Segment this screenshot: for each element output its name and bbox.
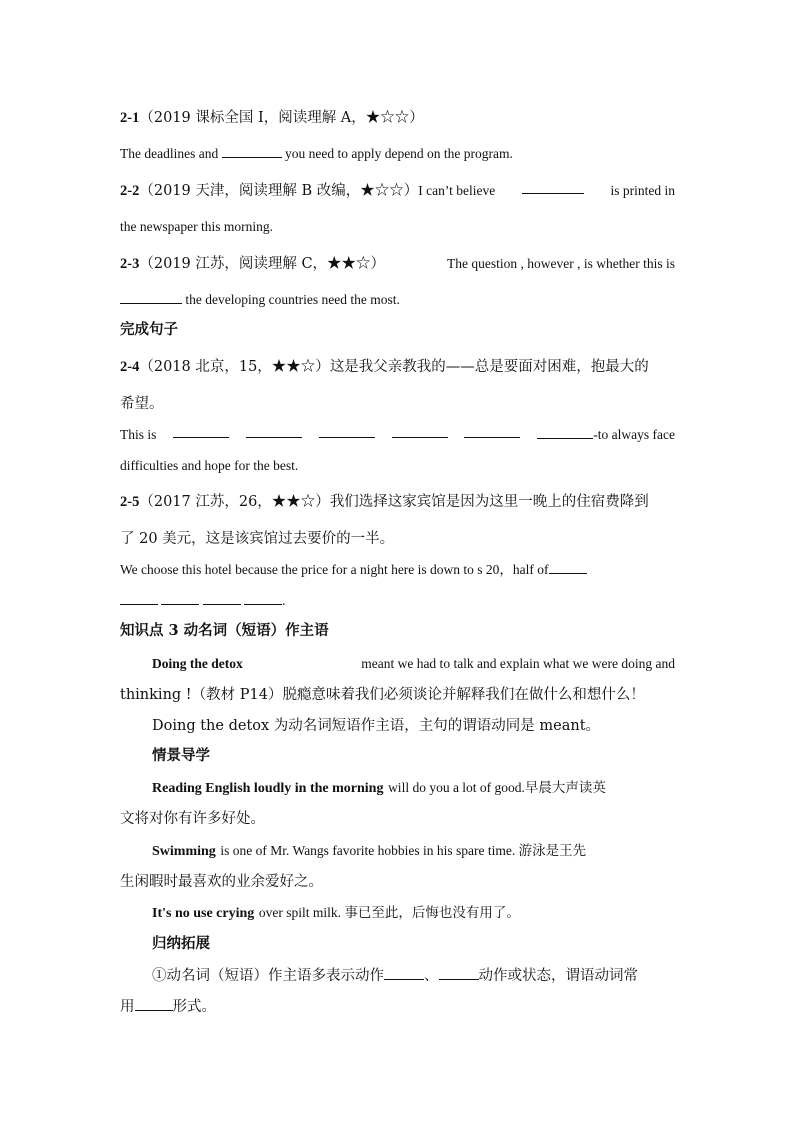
rule-text: 形式。 xyxy=(172,999,216,1015)
question-source: （2017 江苏，26，★★☆） xyxy=(139,494,330,510)
scene-example-2-cont: 生闲暇时最喜欢的业余爱好之。 xyxy=(120,874,323,890)
answer-blank[interactable] xyxy=(120,290,182,304)
answer-blank[interactable] xyxy=(173,424,229,438)
question-source: （2019 天津，阅读理解 B 改编，★☆☆） xyxy=(139,183,419,199)
sentence-text: I can’t believe xyxy=(418,183,496,198)
rule-text: 动作或状态，谓语动词常 xyxy=(478,968,638,984)
question-number: 2-2 xyxy=(120,183,140,199)
example-text: is one of Mr. Wangs favorite hobbies in his spare time. 游泳是王先 xyxy=(220,843,587,858)
example-bold: It's no use crying xyxy=(152,906,255,921)
rule-text: ①动名词（短语）作主语多表示动作 xyxy=(152,968,384,984)
answer-blank[interactable] xyxy=(439,966,479,980)
question-2-5-blanks xyxy=(120,590,675,612)
question-number: 2-4 xyxy=(120,359,140,375)
answer-blank[interactable] xyxy=(549,560,587,574)
question-2-5-header xyxy=(120,491,675,513)
answer-blank[interactable] xyxy=(392,424,448,438)
sentence-text: This is xyxy=(120,427,157,442)
answer-blank[interactable] xyxy=(522,180,584,194)
sentence-text: We choose this hotel because the price for a night here is down to s 20，half of xyxy=(120,562,549,577)
question-2-3-line2 xyxy=(120,289,675,311)
question-2-5-english xyxy=(120,559,675,581)
scene-example-3 xyxy=(152,902,707,925)
answer-blank[interactable] xyxy=(319,424,375,438)
question-number: 2-3 xyxy=(120,256,140,272)
chinese-prompt: 这是我父亲教我的——总是要面对困难，抱最大的 xyxy=(329,359,649,375)
answer-blank[interactable] xyxy=(161,591,199,605)
answer-blank[interactable] xyxy=(203,591,241,605)
example-sentence xyxy=(152,653,675,675)
sentence-text: The question , however , is whether this is xyxy=(447,256,675,271)
question-2-1-header xyxy=(120,107,675,129)
section-heading: 完成句子 xyxy=(120,321,178,338)
scene-example-2 xyxy=(152,840,707,863)
example-text: meant we had to talk and explain what we were doing and xyxy=(361,656,675,671)
answer-blank[interactable] xyxy=(120,591,158,605)
sentence-text: is printed in xyxy=(610,183,675,198)
question-source: （2018 北京，15，★★☆） xyxy=(139,359,330,375)
chinese-prompt-cont: 了 20 美元，这是该宾馆过去要价的一半。 xyxy=(120,531,395,547)
question-2-1-sentence xyxy=(120,143,675,165)
scene-example-1-cont: 文将对你有许多好处。 xyxy=(120,811,265,827)
answer-blank[interactable] xyxy=(537,425,593,439)
scene-heading: 情景导学 xyxy=(152,747,210,764)
question-number: 2-5 xyxy=(120,494,140,510)
summary-rule xyxy=(152,965,707,987)
question-2-2-line2: the newspaper this morning. xyxy=(120,219,273,234)
summary-heading: 归纳拓展 xyxy=(152,935,210,952)
summary-rule-cont xyxy=(120,996,675,1018)
question-2-4-english xyxy=(120,424,675,446)
grammar-note: Doing the detox 为动名词短语作主语，主句的谓语动同是 meant。 xyxy=(152,718,601,734)
example-bold: Doing the detox xyxy=(152,656,243,671)
scene-example-1 xyxy=(152,777,707,800)
answer-blank[interactable] xyxy=(384,966,424,980)
chinese-prompt: 我们选择这家宾馆是因为这里一晚上的住宿费降到 xyxy=(329,494,649,510)
knowledge-point-title: 知识点 3 动名词（短语）作主语 xyxy=(120,622,329,639)
question-2-3-header xyxy=(120,253,675,275)
example-text: will do you a lot of good.早晨大声读英 xyxy=(388,780,606,795)
sentence-text: you need to apply depend on the program. xyxy=(284,146,513,161)
question-source: （2019 江苏，阅读理解 C，★★☆） xyxy=(139,256,386,272)
question-2-2-header xyxy=(120,180,675,202)
sentence-text: the developing countries need the most. xyxy=(185,292,400,307)
answer-blank[interactable] xyxy=(222,144,282,158)
example-bold: Reading English loudly in the morning xyxy=(152,781,384,796)
answer-blank[interactable] xyxy=(244,591,282,605)
answer-blank[interactable] xyxy=(135,997,173,1011)
question-number: 2-1 xyxy=(120,110,140,126)
rule-text: 用 xyxy=(120,999,135,1015)
question-2-4-line2: difficulties and hope for the best. xyxy=(120,458,299,473)
example-translation: thinking !（教材 P14）脱瘾意味着我们必须谈论并解释我们在做什么和想什么！ xyxy=(120,687,645,703)
answer-blank[interactable] xyxy=(246,424,302,438)
question-source: （2019 课标全国 I，阅读理解 A，★☆☆） xyxy=(139,110,424,126)
example-bold: Swimming xyxy=(152,844,216,859)
example-text: over spilt milk. 事已至此，后悔也没有用了。 xyxy=(258,905,520,920)
sentence-text: -to always face xyxy=(593,427,675,442)
question-2-4-header xyxy=(120,356,675,378)
rule-text: 、 xyxy=(424,968,439,984)
answer-blank[interactable] xyxy=(464,424,520,438)
chinese-prompt-cont: 希望。 xyxy=(120,396,164,412)
sentence-end: . xyxy=(282,593,286,608)
sentence-text: The deadlines and xyxy=(120,146,219,161)
